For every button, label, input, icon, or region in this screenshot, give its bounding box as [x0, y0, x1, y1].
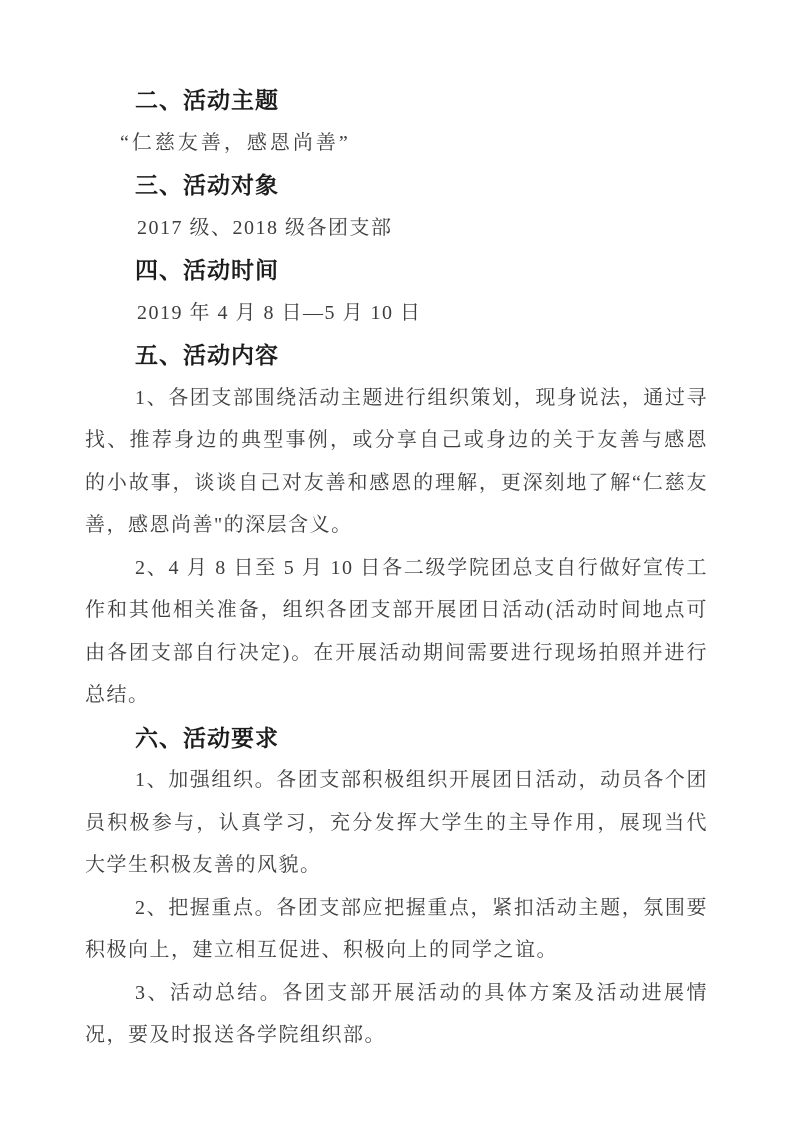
activity-target-text: 2017 级、2018 级各团支部	[137, 216, 393, 239]
activity-theme-quote: “仁慈友善，感恩尚善”	[120, 131, 351, 154]
activity-time-text: 2019 年 4 月 8 日—5 月 10 日	[137, 301, 422, 324]
section-heading-activity-content: 五、活动内容	[135, 342, 279, 368]
document-body	[85, 79, 708, 1057]
activity-requirements-paragraph-2: 2、把握重点。各团支部应把握重点，紧扣活动主题，氛围要积极向上，建立相互促进、积极向上的同学之谊。	[85, 896, 708, 961]
section-heading-activity-requirements: 六、活动要求	[135, 724, 279, 751]
activity-content-paragraph-2: 2、4 月 8 日至 5 月 10 日各二级学院团总支自行做好宣传工作和其他相关准备，组织各团支部开展团日活动(活动时间地点可由各团支部自行决定)。在开展活动期间需要进行现场拍照并进行总结。	[85, 556, 708, 706]
section-heading-activity-theme: 二、活动主题	[135, 87, 279, 113]
activity-requirements-paragraph-3: 3、活动总结。各团支部开展活动的具体方案及活动进展情况，要及时报送各学院组织部。	[85, 981, 708, 1046]
activity-requirements-paragraph-1: 1、加强组织。各团支部积极组织开展团日活动，动员各个团员积极参与，认真学习，充分发挥大学生的主导作用，展现当代大学生积极友善的风貌。	[85, 769, 708, 876]
section-heading-activity-time: 四、活动时间	[135, 257, 279, 283]
section-heading-activity-target: 三、活动对象	[135, 172, 279, 198]
activity-content-paragraph-1: 1、各团支部围绕活动主题进行组织策划，现身说法，通过寻找、推荐身边的典型事例，或分享自己或身边的关于友善与感恩的小故事，谈谈自己对友善和感恩的理解，更深刻地了解“仁慈友善，感恩尚善"的深层含义。	[85, 386, 708, 536]
